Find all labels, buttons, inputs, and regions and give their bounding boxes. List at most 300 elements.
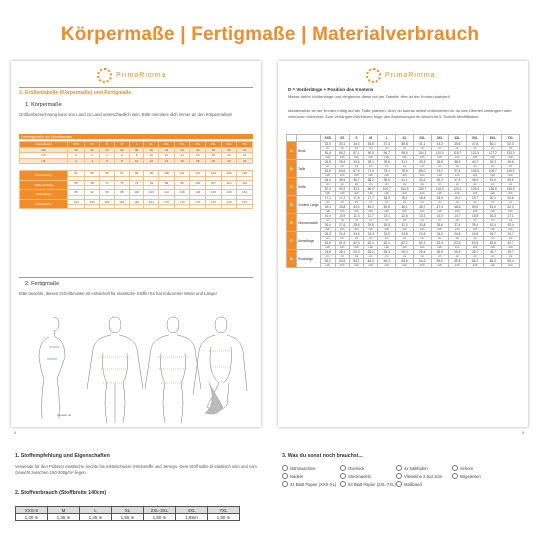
table-cell: 24,7 [484,232,502,237]
body-figure-illustration [25,313,251,423]
table-cell: Hüfte [297,178,321,196]
table-cell: S [349,135,363,142]
table-cell: Brustumfang [20,171,68,181]
table-cell: 29,8 [364,223,378,228]
table-cell: inch [413,174,431,178]
table-cell: 17,5 [349,196,363,201]
table-cell: 115,0 [431,187,448,192]
table-cell: 104,5 [396,187,414,192]
checkbox-circle-icon [396,473,402,479]
table-cell: 40,7 [466,160,484,165]
table-cell: 25,1 [335,250,349,255]
table-cell: 91 [114,171,129,177]
table-cell: L [378,135,396,142]
checkbox-circle-icon [452,473,458,479]
table-cell: 46,7 [413,205,431,210]
table-cell: 135,9 [502,187,520,192]
table-cell: 95 [100,190,115,196]
table-cell: 85,0 [413,169,431,174]
table-cell: inch [413,156,431,160]
table-cell: cm [413,255,431,259]
table-cell: cm [378,201,396,205]
table-cell: 164 [129,199,144,205]
table-cell: 12,1 [378,214,396,219]
table-cell: inch [448,156,466,160]
table-cell: 133,0 [502,151,520,156]
table-cell: cm [448,219,466,223]
divider [19,87,253,88]
table-cell: inch [431,246,448,250]
table-cell: inch [349,210,363,214]
table-cell: 127,2 [484,151,502,156]
table-cell: 111 [174,171,190,177]
table-cell: inch [431,264,448,268]
material-label: Maßband [404,481,422,487]
table-cell: cm [448,165,466,169]
table-cell: 24,5 [396,232,414,237]
table-cell: inch [448,192,466,196]
table-cell: inch [378,210,396,214]
table-cell: Taillenumfang [20,180,68,190]
table-cell: 52,3 [502,142,520,147]
table-cell: XS [335,135,349,142]
table-cell: 16 [174,158,190,164]
table-cell: 164 [85,199,100,205]
table-cell: cm [378,183,396,187]
table-cell: inch [364,174,378,178]
table-cell: 94,7 [378,151,396,156]
table-cell: 95 [129,171,144,177]
table-cell: 61,9 [321,169,336,174]
table-cell: 16 [190,153,206,159]
table-cell [237,205,253,209]
table-cell: Taille [297,160,321,178]
table-cell: inch [466,246,484,250]
table-cell: 51,0 [484,205,502,210]
table-cell: 1,35 m [48,514,80,521]
table-cell: 45,3 [431,178,448,183]
table-cell: 90,2 [335,187,349,192]
material-label: Schere [460,465,474,471]
table-cell: 81 [68,171,85,177]
table-cell: 20,6 [502,196,520,201]
table-cell: 170 [159,199,175,205]
table-cell: 18,1 [396,196,414,201]
table-cell: 35,8 [364,142,378,147]
table-cell: cm [321,201,336,205]
table-cell: 62,2 [396,241,414,246]
table-cell: 33,1 [335,142,349,147]
table-cell: 15,5 [466,214,484,219]
table-cell: 129 [221,171,237,177]
table-cell: 98 [114,190,129,196]
table-cell: Rocklänge [297,250,321,268]
checkbox-circle-icon [282,465,288,471]
table-cell: 48,8 [448,205,466,210]
table-cell: inch [321,192,336,196]
table-cell: 46,1 [396,205,414,210]
table-cell: 65,2 [466,259,484,264]
figure-label: Gerade de [57,413,72,417]
table-cell: 28,6 [349,223,363,228]
table-cell: 24,3 [321,232,336,237]
table-cell: inch [466,156,484,160]
table-cell: L [129,142,144,148]
table-cell: cm [396,201,414,205]
table-cell: 6 [100,158,115,164]
table-cell: inch [502,246,520,250]
table-cell [85,205,100,209]
material-label: Overlock [348,465,365,471]
table-cell: 5XL [206,142,222,148]
section-title: 1. Stoffempfehlung und Eigenschaften [15,453,110,459]
table-cell: A [287,142,297,160]
table-cell: inch [349,156,363,160]
table-cell: inch [413,246,431,250]
table-cell: cm [502,183,520,187]
table-cell: L [80,507,112,514]
table-cell: 35,5 [431,160,448,165]
table-cell: 118 [174,190,190,196]
table-cell: 64,0 [364,259,378,264]
table-cell: 4XL [176,507,208,514]
checkbox-circle-icon [282,473,288,479]
table-cell: inch [321,246,336,250]
table-cell: 39,4 [466,223,484,228]
table-cell: 3XL [174,142,190,148]
table-cell: 36,7 [349,178,363,183]
table-cell: 75,1 [378,169,396,174]
table-cell: 130,6 [484,187,502,192]
table-cell: 1,55 m [112,514,144,521]
table-cell: 65,0 [431,259,448,264]
table-cell: 22 [237,153,253,159]
table-cell: G [287,250,297,268]
table-cell: cm [396,237,414,241]
table-cell: inch [364,210,378,214]
table-cell: cm [484,201,502,205]
table-cell: 1,80 m [144,514,176,521]
material-item [396,465,428,471]
page-number: 4 [14,430,17,435]
table-cell: 18,4 [413,196,431,201]
material-item [396,473,442,479]
table-cell: 22 [221,158,237,164]
table-cell: 18,0 [378,196,396,201]
table-cell: 24,6 [466,232,484,237]
table-cell [297,135,321,142]
table-cell: F [287,232,297,250]
table-cell: XL [396,135,414,142]
table-cell: cm [364,165,378,169]
table-cell: inch [378,192,396,196]
table-cell: cm [502,165,520,169]
table-cell: 109,7 [413,187,431,192]
table-cell: 107 [206,180,222,186]
table-cell: cm [413,237,431,241]
table-cell: 4 [85,158,100,164]
table-cell: 65,3 [484,259,502,264]
table-cell: cm [378,219,396,223]
table-cell: 62,5 [466,241,484,246]
table-cell: inch [466,228,484,232]
table-cell: 50 [221,147,237,153]
material-label: Nadeln [290,473,304,479]
table-cell: inch [349,174,363,178]
table-cell: 63,5 [335,259,349,264]
table-cell: 33,8 [413,223,431,228]
table-cell: cm [484,255,502,259]
table-cell: 53,5 [502,178,520,183]
table-cell: 24,8 [321,250,336,255]
table-cell: 49,4 [466,178,484,183]
table-cell: inch [378,174,396,178]
table-cell: XL [144,142,159,148]
table-cell: inch [502,228,520,232]
material-item [282,465,316,471]
table-cell: cm [448,255,466,259]
table-cell: 43,4 [502,223,520,228]
table-cell: 32,0 [396,223,414,228]
flower-icon [366,68,381,83]
table-cell: 50,0 [466,205,484,210]
table-cell: inch [413,264,431,268]
checkbox-circle-icon [396,481,402,487]
table-cell: 6XL [221,142,237,148]
table-cell: cm [378,147,396,151]
table-cell: cm [349,255,363,259]
table-cell: 20 [206,158,222,164]
table-cell: inch [413,192,431,196]
material-label: 53 Blatt Papier (2XL-7XL) [348,481,396,487]
table-cell: 2 [85,153,100,159]
table-cell: 43,3 [484,160,502,165]
table-cell: cm [413,183,431,187]
table-cell: 25,4 [396,250,414,255]
table-cell: inch [321,228,336,232]
table-cell: inch [431,156,448,160]
table-cell: 45,6 [378,205,396,210]
table-cell: inch [484,192,502,196]
table-cell: cm [364,219,378,223]
table-cell: 62,4 [431,241,448,246]
table-cell: 17,7 [364,196,378,201]
table-row [16,514,240,521]
table-cell: cm [502,201,520,205]
table-cell: inch [335,264,349,268]
table-cell: 38,5 [448,160,466,165]
table-cell: 16,3 [484,214,502,219]
table-cell: inch [321,210,336,214]
table-cell: 110,0 [431,151,448,156]
table-cell: 62,0 [349,241,363,246]
table-cell: cm [431,237,448,241]
table-cell: XXS-S [16,507,48,514]
table-cell: 25,3 [349,250,363,255]
table-cell: cm [484,147,502,151]
table-cell: 2 [68,158,85,164]
table-cell: 62,6 [484,241,502,246]
table-cell: 25,7 [484,250,502,255]
table-cell: cm [335,201,349,205]
table-cell: cm [448,237,466,241]
table-cell: 25,3 [378,250,396,255]
material-label: Nähmaschine [290,465,316,471]
table-cell: inch [396,228,414,232]
table-cell: 10 [144,153,159,159]
table-cell: 47,3 [448,178,466,183]
table-cell: cm [431,165,448,169]
table-cell: 14,7 [448,214,466,219]
table-cell: US [20,153,68,159]
table-cell: 104,3 [413,151,431,156]
table-cell [221,205,237,209]
table-cell: 39,6 [378,178,396,183]
table-cell: cm [431,219,448,223]
table-cell: cm [364,237,378,241]
table-cell: 95 [174,180,190,186]
table-cell: 170 [206,199,222,205]
fabric-consumption-table [15,506,240,521]
checkbox-circle-icon [452,465,458,471]
table-cell: 106 [144,190,159,196]
table-cell: cm [349,201,363,205]
table-cell: cm [321,165,336,169]
table-cell: 62,1 [364,241,378,246]
table-cell: M [364,135,378,142]
checkbox-circle-icon [340,465,346,471]
table-cell: inch [448,210,466,214]
table-cell: inch [502,192,520,196]
checkbox-circle-icon [396,465,402,471]
table-cell: cm [466,147,484,151]
table-cell: cm [484,237,502,241]
table-cell: inch [335,210,349,214]
table-cell: inch [378,246,396,250]
table-cell: 35,5 [335,178,349,183]
table-cell: 44,4 [349,205,363,210]
table-cell: Oberarmweite [297,214,321,232]
table-cell: 62,1 [378,241,396,246]
table-cell: 51,4 [484,178,502,183]
table-cell: inch [396,246,414,250]
table-cell: 38,2 [364,178,378,183]
table-cell: 45,0 [364,205,378,210]
table-cell: cm [321,147,336,151]
bar-label: Lieferungsmaße des Schnittmusters [21,134,73,139]
table-cell: 12 [144,158,159,164]
table-cell: cm [321,255,336,259]
table-cell: International [20,142,68,148]
table-cell: cm [378,255,396,259]
material-item [282,473,303,479]
material-item [282,481,336,487]
table-cell: 4XL [448,135,466,142]
table-cell: 25,7 [502,250,520,255]
table-cell: cm [431,255,448,259]
table-cell: inch [378,264,396,268]
table-cell: cm [335,219,349,223]
table-cell: 97,4 [448,169,466,174]
table-cell: M [114,142,129,148]
table-cell: cm [349,147,363,151]
table-cell [144,205,159,209]
table-cell: 10,4 [321,214,336,219]
table-cell: XXS [68,142,85,148]
table-cell: 17,1 [321,196,336,201]
table-cell: cm [431,147,448,151]
table-cell: 41,1 [413,142,431,147]
paragraph: Bitte beachte, diesen Schnittmuster ist entwickelt für elastische Stoffe! Es hat reduzierter Weite und Länge! [19,291,217,296]
table-cell [114,205,129,209]
table-cell: 81,4 [321,151,336,156]
table-cell: 50,1 [484,142,502,147]
table-cell: 71,3 [364,169,378,174]
section-title: 3. Was du sonst noch brauchst... [282,453,363,459]
material-item [340,465,365,471]
section-title: 2. Stoffverbrauch (Stoffbreite 140cm) [15,490,107,496]
paragraph: Idealerweise ist der Knoten mittig auf der Taille platziert. Aber du kannst selbst entscheiden ob du das Oberteil verlängern oder verkürzen möchtest. Zum Verlängern/Verkürzen folge den Anweisungen im Abschnitt 5. Schnitt-Modifikation. [288,108,512,119]
table-cell: 64,6 [335,169,349,174]
table-cell: cm [502,147,520,151]
table-cell: inch [378,228,396,232]
table-cell [100,205,115,209]
table-cell: B [287,160,297,178]
brand-name: PrimaRimma [116,72,167,79]
material-item [340,473,371,479]
table-cell: 7XL [237,142,253,148]
table-cell: 170 [221,199,237,205]
table-cell: inch [321,264,336,268]
table-cell: 68 [85,180,100,186]
table-cell [129,205,144,209]
table-cell: 79 [129,180,144,186]
table-cell: 164 [68,199,85,205]
table-cell: cm [364,147,378,151]
table-cell: 29,6 [378,160,396,165]
table-cell: 117 [190,171,206,177]
table-cell: 96,9 [364,187,378,192]
table-cell: cm [335,183,349,187]
table-cell [159,205,175,209]
table-cell: cm [484,183,502,187]
table-cell: cm [349,237,363,241]
table-cell: 45,6 [502,160,520,165]
table-cell [174,205,190,209]
table-cell: 38 [129,147,144,153]
table-cell: 27,6 [335,223,349,228]
table-cell: 26,6 [349,160,363,165]
table-cell: 10 [129,158,144,164]
table-cell: cm [502,219,520,223]
material-label: 4x Nähfaden [404,465,428,471]
material-item [340,481,396,487]
table-cell: 19,2 [448,196,466,201]
table-cell: 1,45 m [80,514,112,521]
table-cell: cm [335,255,349,259]
table-cell: cm [364,201,378,205]
table-cell: inch [364,246,378,250]
table-cell: cm [396,165,414,169]
table-cell: 142 [237,190,253,196]
table-cell: M [48,507,80,514]
table-cell: cm [502,255,520,259]
page-number: 5 [522,430,525,435]
table-cell: 85 [85,171,100,177]
table-cell: 88 [100,171,115,177]
table-cell: inch [431,174,448,178]
table-cell: 13,3 [413,214,431,219]
